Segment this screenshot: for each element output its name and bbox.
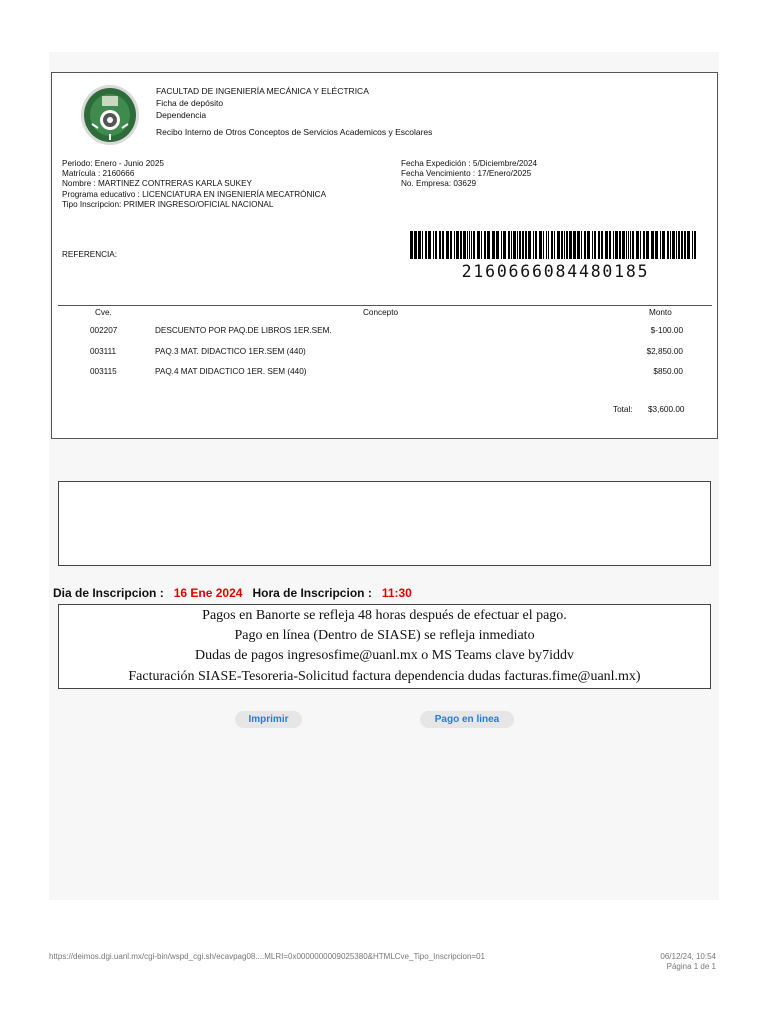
column-header-monto: Monto [649, 308, 672, 317]
barcode-bar [511, 231, 512, 259]
payment-notes [58, 604, 711, 689]
footer-info [660, 952, 716, 971]
barcode-bar [655, 231, 658, 259]
barcode-bar [615, 231, 618, 259]
barcode-bar [535, 231, 537, 259]
barcode-bar [418, 231, 421, 259]
dependency-label: Dependencia [156, 110, 207, 121]
barcode-bar [528, 231, 531, 259]
barcode-bar [569, 231, 572, 259]
barcode-bar [613, 231, 614, 259]
note-line: Dudas de pagos ingresosfime@uanl.mx o MS Teams clave by7iddv [194, 648, 575, 664]
issue-date: Fecha Expedición : 5/Diciembre/2024 [401, 159, 538, 168]
company-number: No. Empresa: 03629 [401, 179, 477, 189]
table-header-rule [58, 305, 712, 306]
barcode-bar [477, 231, 480, 259]
barcode-bar [422, 231, 423, 259]
deposit-receipt [51, 72, 718, 439]
barcode-bar [672, 231, 675, 259]
barcode-bar [492, 231, 495, 259]
barcode-bar [630, 231, 631, 259]
faculty-name: FACULTAD DE INGENIERÍA MECÁNICA Y ELÉCTRICA [156, 86, 369, 96]
total-label: Total: [613, 405, 633, 414]
barcode-bar [543, 231, 544, 259]
barcode-bar [557, 231, 560, 259]
barcode-bar [609, 231, 611, 259]
barcode-bar [508, 231, 510, 259]
barcode-bar [651, 231, 654, 259]
note-line: Pago en línea (Dentro de SIASE) se refleja inmediato [234, 628, 535, 644]
barcode-bar [678, 231, 680, 259]
barcode-bar [414, 231, 417, 259]
page-number: Página 1 de 1 [666, 961, 716, 971]
barcode-bar [456, 231, 459, 259]
barcode-bar [471, 231, 472, 259]
row-concepto: DESCUENTO POR PAQ.DE LIBROS 1ER.SEM. [155, 326, 332, 335]
barcode-bar [501, 231, 502, 259]
blank-panel [58, 481, 711, 566]
barcode-bar [601, 231, 603, 259]
row-concepto: PAQ.3 MAT. DIDACTICO 1ER.SEM (440) [155, 347, 306, 356]
barcode-bar [522, 231, 524, 259]
barcode-bar [425, 231, 427, 259]
row-cve: 002207 [90, 326, 118, 335]
barcode-bar [581, 231, 582, 259]
row-cve: 003115 [90, 367, 117, 376]
barcode-bar [533, 231, 534, 259]
barcode-bar [605, 231, 608, 259]
note-line: Facturación SIASE-Tesoreria-Solicitud factura dependencia dudas facturas.fime@uanl.mx) [128, 668, 641, 684]
student-name: Nombre : MARTINEZ CONTRERAS KARLA SUKEY [62, 179, 253, 189]
barcode-bar [584, 231, 586, 259]
barcode-bar [622, 231, 625, 259]
barcode-bar [460, 231, 462, 259]
enrollment-type: Tipo Inscripcion: PRIMER INGRESO/OFICIAL NACIONAL [62, 199, 274, 209]
barcode-bar [496, 231, 499, 259]
barcode-bar [681, 231, 683, 259]
barcode-bar [554, 231, 555, 259]
barcode-image [410, 231, 700, 259]
barcode-bar [450, 231, 452, 259]
barcode-bar [684, 231, 686, 259]
pay-online-button[interactable]: Pago en linea [420, 711, 514, 728]
barcode-bar [525, 231, 527, 259]
barcode-bar [636, 231, 639, 259]
barcode-bar [662, 231, 665, 259]
row-concepto: PAQ.4 MAT DIDACTICO 1ER. SEM (440) [155, 367, 307, 376]
barcode-bar [439, 231, 441, 259]
barcode-bar [513, 231, 516, 259]
barcode-bar [594, 231, 596, 259]
barcode-bar [667, 231, 669, 259]
barcode-bar [626, 231, 627, 259]
barcode-bar [694, 231, 696, 259]
barcode-bar [592, 231, 593, 259]
barcode-bar [428, 231, 431, 259]
barcode-bar [587, 231, 590, 259]
row-monto: $850.00 [653, 367, 683, 376]
due-date: Fecha Vencimiento : 17/Enero/2025 [401, 169, 532, 179]
enrollment-time-value: 11:30 [381, 586, 412, 600]
barcode-bar [564, 231, 565, 259]
note-line: Pagos en Banorte se refleja 48 horas después de efectuar el pago. [202, 608, 567, 623]
row-cve: 003111 [90, 347, 117, 356]
column-header-concepto: Concepto [363, 308, 399, 317]
reference-label: REFERENCIA: [62, 250, 118, 259]
column-header-cve: Cve. [95, 308, 112, 317]
barcode-bar [481, 231, 482, 259]
print-datetime: 06/12/24, 10:54 [660, 952, 716, 961]
barcode-bar [551, 231, 553, 259]
barcode-bar [503, 231, 506, 259]
barcode-bar [517, 231, 518, 259]
barcode-bar [640, 231, 641, 259]
barcode-bar [632, 231, 634, 259]
barcode-bar [548, 231, 549, 259]
date-info [401, 159, 537, 190]
document-type: Ficha de depósito [156, 98, 224, 109]
print-button[interactable]: Imprimir [235, 711, 302, 728]
barcode-bar [561, 231, 563, 259]
row-monto: $2,850.00 [646, 347, 683, 356]
barcode-bar [435, 231, 437, 259]
barcode-bar [646, 231, 649, 259]
receipt-title: Recibo Interno de Otros Conceptos de Servicios Academicos y Escolares [156, 126, 433, 137]
barcode-bar [676, 231, 677, 259]
barcode-bar [573, 231, 576, 259]
barcode-bar [577, 231, 580, 259]
student-id: Matrícula : 2160666 [62, 169, 135, 179]
barcode-number: 2160666084480185 [461, 262, 650, 281]
period: Periodo: Enero - Junio 2025 [62, 159, 164, 168]
barcode-bar [598, 231, 600, 259]
barcode-bar [463, 231, 466, 259]
enrollment-day-value: 16 Ene 2024 [173, 586, 243, 600]
barcode-bar [660, 231, 661, 259]
barcode-bar [410, 231, 413, 259]
barcode-bar [433, 231, 434, 259]
enrollment-schedule [53, 586, 412, 600]
barcode-bar [484, 231, 486, 259]
barcode-bar [619, 231, 621, 259]
barcode-bar [670, 231, 671, 259]
enrollment-day-label: Dia de Inscripcion : [53, 586, 164, 600]
footer-url: https://deimos.dgi.uanl.mx/cgi-bin/wspd_cgi.sh/ecavpag08....MLRI=0x0000000009025380&HTMLCve_Tipo_Inscripcion=01 [49, 952, 485, 961]
barcode-bar [467, 231, 468, 259]
barcode-bar [643, 231, 645, 259]
barcode-bar [687, 231, 690, 259]
fime-logo-icon [80, 84, 140, 146]
barcode-bar [692, 231, 693, 259]
barcode-bar [566, 231, 568, 259]
barcode-bar [442, 231, 444, 259]
barcode-bar [473, 231, 475, 259]
student-info [62, 159, 326, 210]
barcode-bar [546, 231, 547, 259]
barcode-bar [539, 231, 542, 259]
barcode-bar [487, 231, 490, 259]
barcode-panel [405, 223, 706, 289]
barcode-bar [446, 231, 449, 259]
study-program: Programa educativo : LICENCIATURA EN INGENIERÍA MECATRÓNICA [62, 189, 327, 199]
barcode-bar [454, 231, 455, 259]
barcode-bar [519, 231, 521, 259]
total-amount: $3,600.00 [648, 405, 685, 414]
barcode-bar [469, 231, 470, 259]
barcode-bar [628, 231, 629, 259]
receipt-header [156, 85, 432, 138]
enrollment-time-label: Hora de Inscripcion : [252, 586, 372, 600]
row-monto: $-100.00 [650, 326, 683, 335]
